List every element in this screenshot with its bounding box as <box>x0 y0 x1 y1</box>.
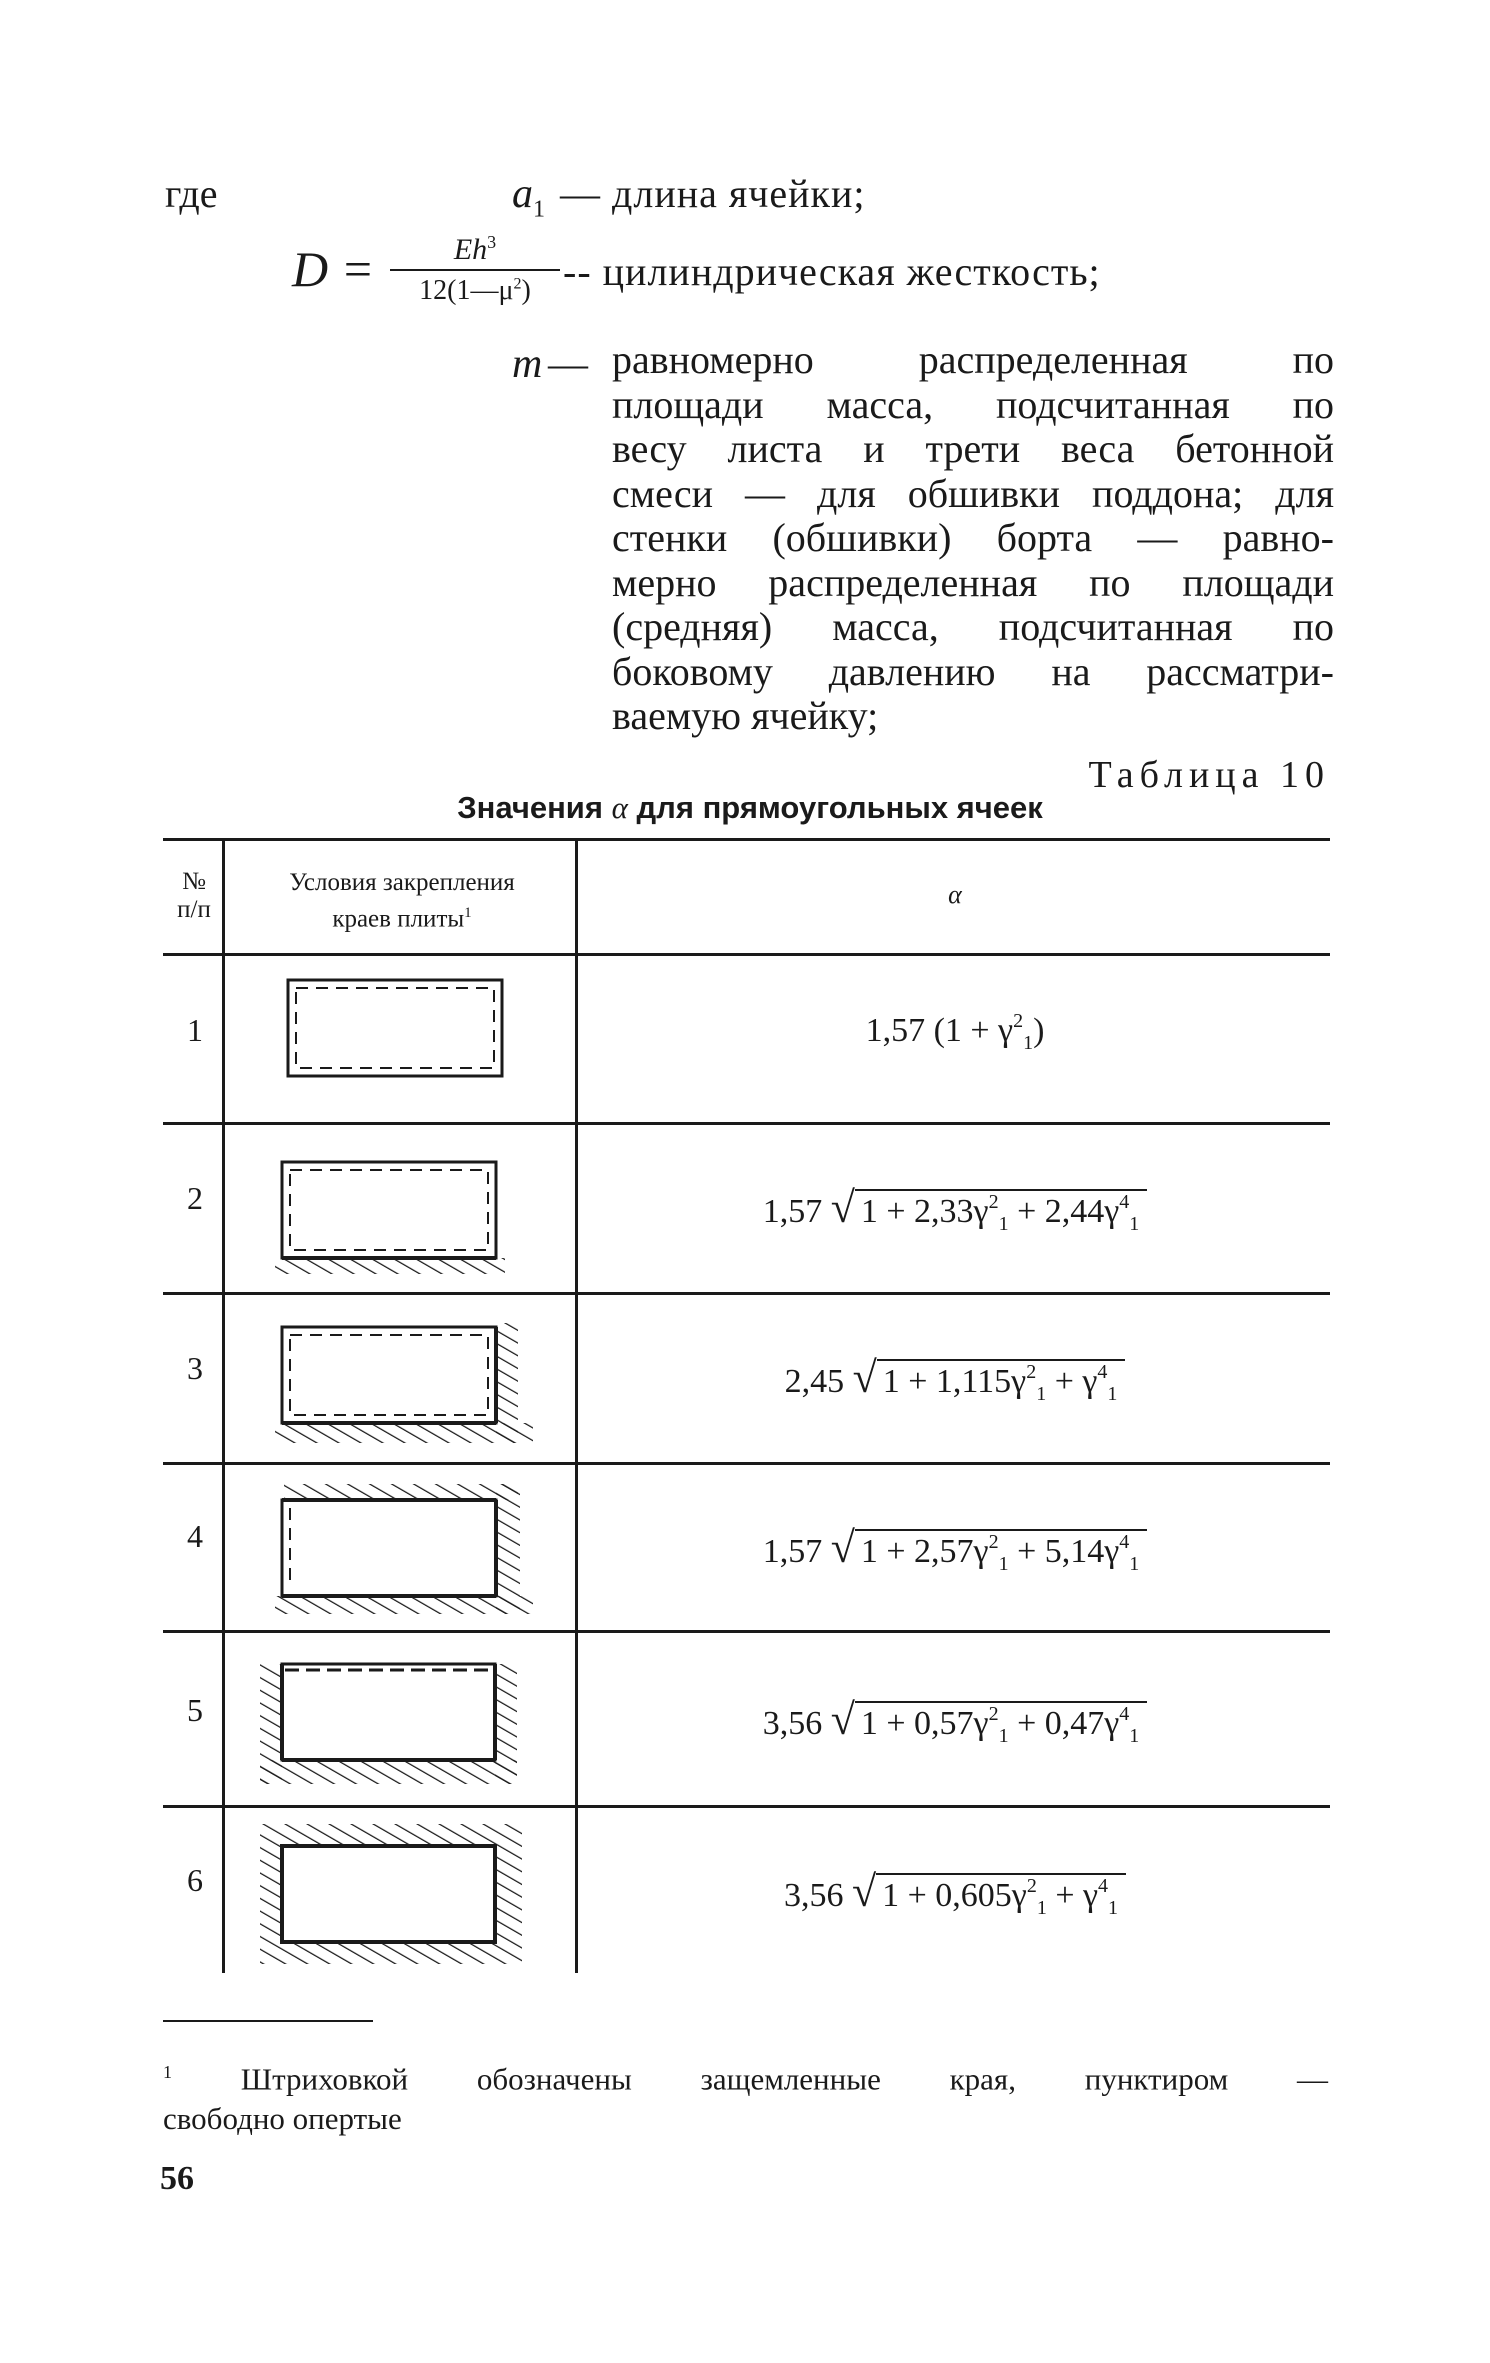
row-number: 2 <box>187 1180 203 1216</box>
row-number: 5 <box>187 1692 203 1728</box>
header-bottom-rule <box>163 953 1330 956</box>
plate-diagram-3 <box>270 1315 540 1455</box>
m-line: боковому давлению на рассматри- <box>612 648 1334 694</box>
m-symbol: m <box>512 341 543 387</box>
m-definition <box>612 338 1334 739</box>
row-rule <box>163 1122 1330 1125</box>
m-dash: — <box>548 341 588 386</box>
row-rule <box>163 1630 1330 1633</box>
table-top-rule <box>163 838 1330 841</box>
plate-diagram-4 <box>270 1478 540 1618</box>
footnote-line: свободно опертые <box>163 2101 402 2137</box>
m-line: (средняя) масса, подсчитанная по <box>612 604 1334 649</box>
table-title: Значения α для прямоугольных ячеек <box>457 790 1043 825</box>
row-number: 4 <box>187 1518 203 1554</box>
d-symbol: D = <box>292 241 375 297</box>
plate-diagram-5 <box>255 1650 535 1790</box>
row-number: 1 <box>187 1012 203 1048</box>
fraction-denominator: $12(1—\mu^2)$ <box>419 275 531 306</box>
stiffness-fraction <box>390 232 560 307</box>
formula-row-2: 1,57 √ $1 + 2,33\gamma^2_1 + 2,44\gamma^4_1$ <box>580 1182 1330 1236</box>
formula-row-5: 3,56 √ $1 + 0,57\gamma^2_1 + 0,47\gamma^4_1$ <box>580 1694 1330 1748</box>
row-rule <box>163 1462 1330 1465</box>
page-number: 56 <box>160 2160 194 2197</box>
footnote-rule <box>163 2020 373 2022</box>
plate-diagram-2 <box>270 1150 520 1280</box>
row-rule <box>163 1292 1330 1295</box>
footnote <box>163 2052 1328 2139</box>
fraction-numerator: Eh$^3$ <box>390 232 560 271</box>
table-label: Таблица 10 <box>1088 754 1330 796</box>
row-number: 6 <box>187 1862 203 1898</box>
formula-row-1: 1,57 $(1 + \gamma^2_1)$ <box>865 1010 1045 1054</box>
header-number: № п/п <box>177 868 211 923</box>
a1-symbol: $a_1$ <box>512 171 545 223</box>
row-rule <box>163 1805 1330 1808</box>
plate-diagram-1 <box>280 972 520 1082</box>
header-alpha: α <box>948 880 962 909</box>
formula-row-6: 3,56 √ $1 + 0,605\gamma^2_1 + \gamma^4_1$ <box>580 1866 1330 1920</box>
formula-row-4: 1,57 √ $1 + 2,57\gamma^2_1 + 5,14\gamma^4_1$ <box>580 1522 1330 1576</box>
m-line: смеси — для обшивки поддона; для <box>612 470 1334 516</box>
column-divider <box>222 838 225 1973</box>
m-line: ваемую ячейку; <box>612 693 879 738</box>
m-line: стенки (обшивки) борта — равно- <box>612 515 1334 560</box>
d-definition: -- цилиндрическая жесткость; <box>563 249 1101 294</box>
where-word: где <box>165 171 218 216</box>
footnote-line: $^1$ Штриховкой обозначены защемленные края, пунктиром — <box>163 2061 1329 2097</box>
m-line: весу листа и трети веса бетонной <box>612 426 1334 471</box>
formula-row-3: 2,45 √ $1 + 1,115\gamma^2_1 + \gamma^4_1$ <box>580 1352 1330 1406</box>
a1-definition: — длина ячейки; <box>560 171 866 216</box>
m-line: мерно распределенная по площади <box>612 559 1334 605</box>
m-line: площади масса, подсчитанная по <box>612 381 1334 427</box>
m-line: равномерно распределенная по <box>612 337 1334 382</box>
header-conditions: Условия закрепления краев плиты$^1$ <box>289 869 515 933</box>
row-number: 3 <box>187 1350 203 1386</box>
column-divider <box>575 838 578 1973</box>
plate-diagram-6 <box>255 1820 540 1970</box>
